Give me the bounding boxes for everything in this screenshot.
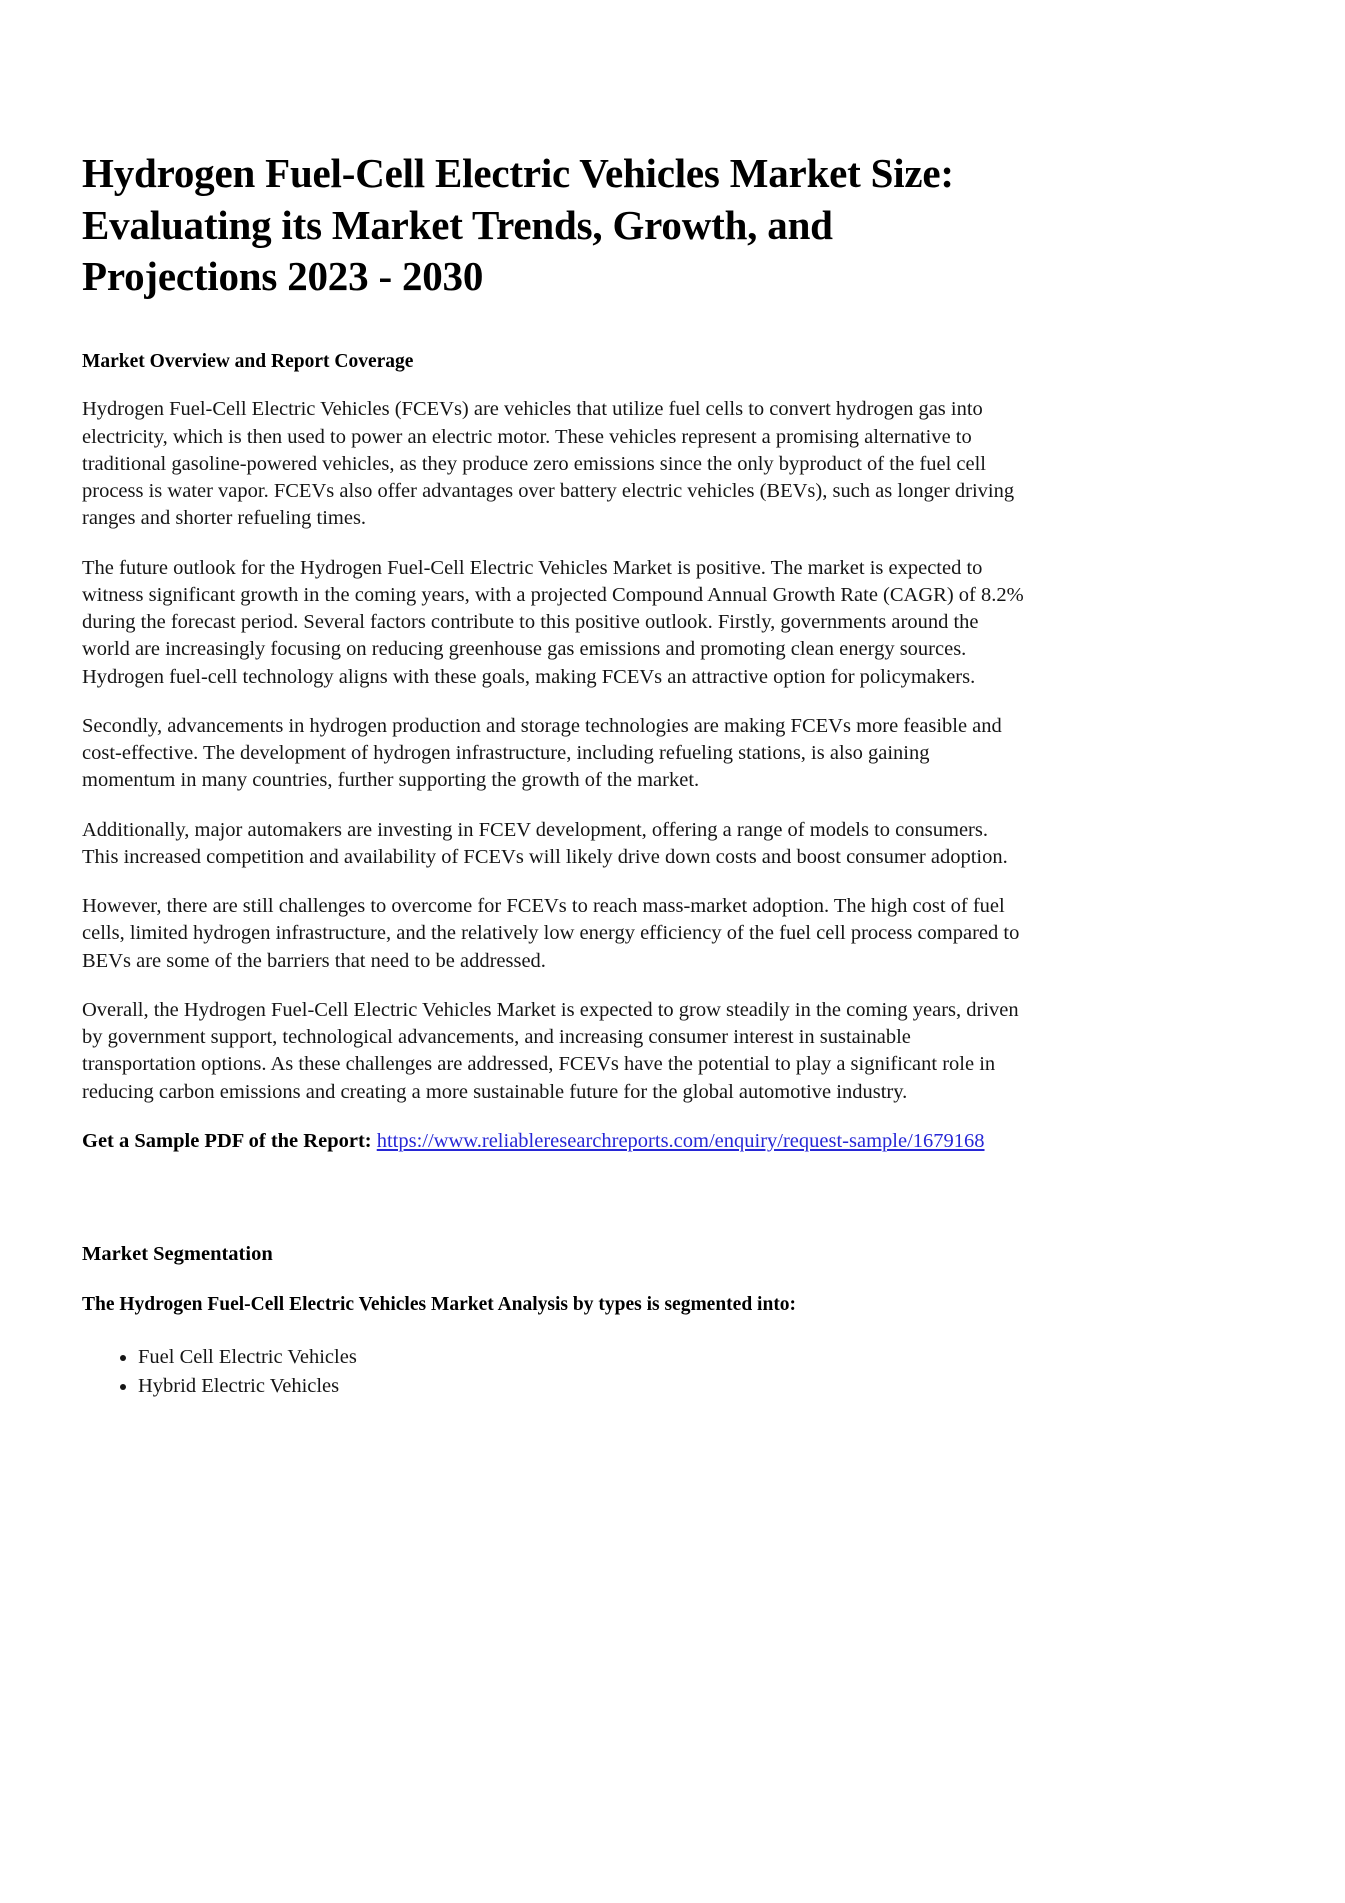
paragraph-future-outlook: The future outlook for the Hydrogen Fuel-Cell Electric Vehicles Market is positive. The market is expected to witness significant growth in the coming years, with a projected Compound Annual Growth Rate (CAGR) of 8.2% during the forecast period. Several factors contribute to this positive outlook. Firstly, governments around the world are increasingly focusing on reducing greenhouse gas emissions and promoting clean energy sources. Hydrogen fuel-cell technology aligns with these goals, making FCEVs an attractive option for policymakers. — [82, 556, 1024, 688]
paragraph-advancements: Secondly, advancements in hydrogen production and storage technologies are making FCEVs more feasible and cost-effective. The development of hydrogen infrastructure, including refueling stations, is also gaining momentum in many countries, further supporting the growth of the market. — [82, 714, 1002, 792]
paragraph-overall-summary: Overall, the Hydrogen Fuel-Cell Electric Vehicles Market is expected to grow steadily in the coming years, driven by government support, technological advancements, and increasing consumer interest in sustainable transportation options. As these challenges are addressed, FCEVs have the potential to play a significant role in reducing carbon emissions and creating a more sustainable future for the global automotive industry. — [82, 998, 1019, 1103]
list-item: • Fuel Cell Electric Vehicles — [138, 1344, 1045, 1371]
section-spacer — [82, 1155, 1045, 1241]
sample-pdf-line — [82, 1128, 1027, 1155]
request-sample-link[interactable]: https://www.reliableresearchreports.com/enquiry/request-sample/1679168 — [376, 1129, 985, 1152]
section-heading-market-overview: Market Overview and Report Coverage — [82, 350, 414, 372]
segmentation-types-title: The Hydrogen Fuel-Cell Electric Vehicles Market Analysis by types is segmented into: — [82, 1294, 797, 1316]
sample-pdf-label: Get a Sample PDF of the Report: — [82, 1129, 372, 1152]
segmentation-types-list — [82, 1344, 1045, 1401]
page-title: Hydrogen Fuel-Cell Electric Vehicles Market Size: Evaluating its Market Trends, Growth, and Projections 2023 - 2030 — [82, 150, 954, 300]
paragraph-challenges: However, there are still challenges to overcome for FCEVs to reach mass-market adoption. The high cost of fuel cells, limited hydrogen infrastructure, and the relatively low energy efficiency of the fuel cell process compared to BEVs are some of the barriers that need to be addressed. — [82, 895, 1020, 972]
list-item: • Hybrid Electric Vehicles — [138, 1373, 1045, 1400]
paragraph-automakers: Additionally, major automakers are investing in FCEV development, offering a range of models to consumers. This increased competition and availability of FCEVs will likely drive down costs and boost consumer adoption. — [82, 818, 1008, 868]
paragraph-fcev-definition: Hydrogen Fuel-Cell Electric Vehicles (FCEVs) are vehicles that utilize fuel cells to convert hydrogen gas into electricity, which is then used to power an electric motor. These vehicles represent a promising alternative to traditional gasoline-powered vehicles, as they produce zero emissions since the only byproduct of the fuel cell process is water vapor. FCEVs also offer advantages over battery electric vehicles (BEVs), such as longer driving ranges and shorter refueling times. — [82, 398, 1015, 530]
section-heading-market-segmentation: Market Segmentation — [82, 1243, 273, 1266]
